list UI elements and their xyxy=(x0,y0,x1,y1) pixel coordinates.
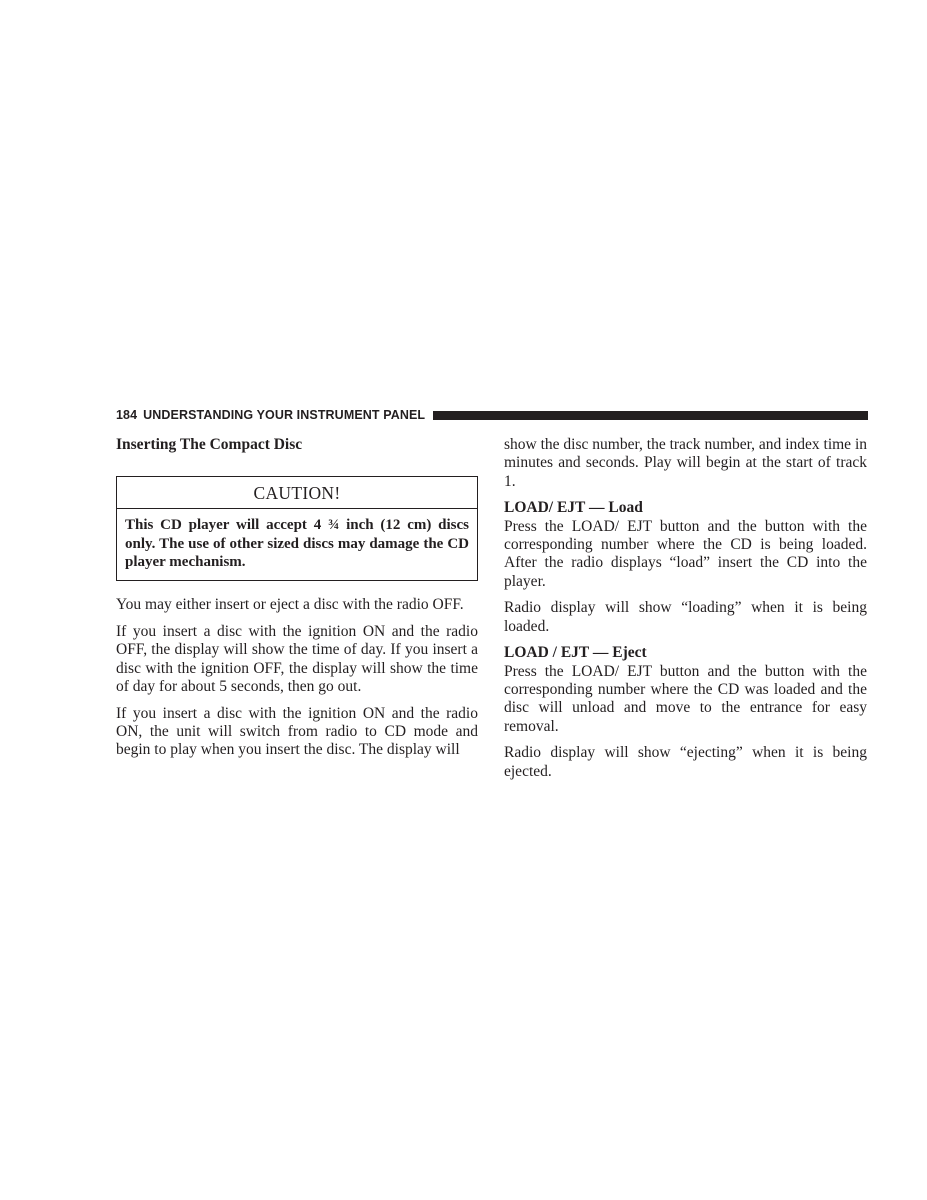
paragraph: Radio display will show “ejecting” when it is being ejected. xyxy=(504,744,867,780)
paragraph: If you insert a disc with the ignition ON and the radio OFF, the display will show the time of day. If you insert a disc with the ignition OFF, the display will show the time of day for about 5 seconds, then go out. xyxy=(116,622,478,695)
paragraph: Press the LOAD/ EJT button and the button with the corresponding number where the CD was loaded and the disc will unload and move to the entrance for easy removal. xyxy=(504,662,867,735)
paragraph: You may either insert or eject a disc with the radio OFF. xyxy=(116,596,464,614)
paragraph-continued: show the disc number, the track number, and index time in minutes and seconds. Play will begin at the start of track 1. xyxy=(504,436,867,490)
header-rule xyxy=(433,411,868,420)
paragraph: If you insert a disc with the ignition ON and the radio ON, the unit will switch from radio to CD mode and begin to play when you insert the disc. The display will xyxy=(116,704,478,759)
eject-heading: LOAD / EJT — Eject xyxy=(504,644,647,662)
paragraph: Press the LOAD/ EJT button and the button with the corresponding number where the CD is being loaded. After the radio displays “load” insert the CD into the player. xyxy=(504,517,867,590)
running-header xyxy=(116,407,868,423)
left-column xyxy=(116,436,478,768)
caution-body: This CD player will accept 4 ¾ inch (12 cm) discs only. The use of other sized discs may damage the CD player mechanism. xyxy=(125,517,469,570)
right-column xyxy=(504,436,867,790)
paragraph: Radio display will show “loading” when it is being loaded. xyxy=(504,599,867,635)
load-heading: LOAD/ EJT — Load xyxy=(504,499,643,517)
header-title: UNDERSTANDING YOUR INSTRUMENT PANEL xyxy=(143,408,426,422)
caution-title: CAUTION! xyxy=(117,477,477,509)
section-title: Inserting The Compact Disc xyxy=(116,436,303,453)
page-number: 184 xyxy=(116,408,138,422)
caution-box xyxy=(116,476,478,581)
